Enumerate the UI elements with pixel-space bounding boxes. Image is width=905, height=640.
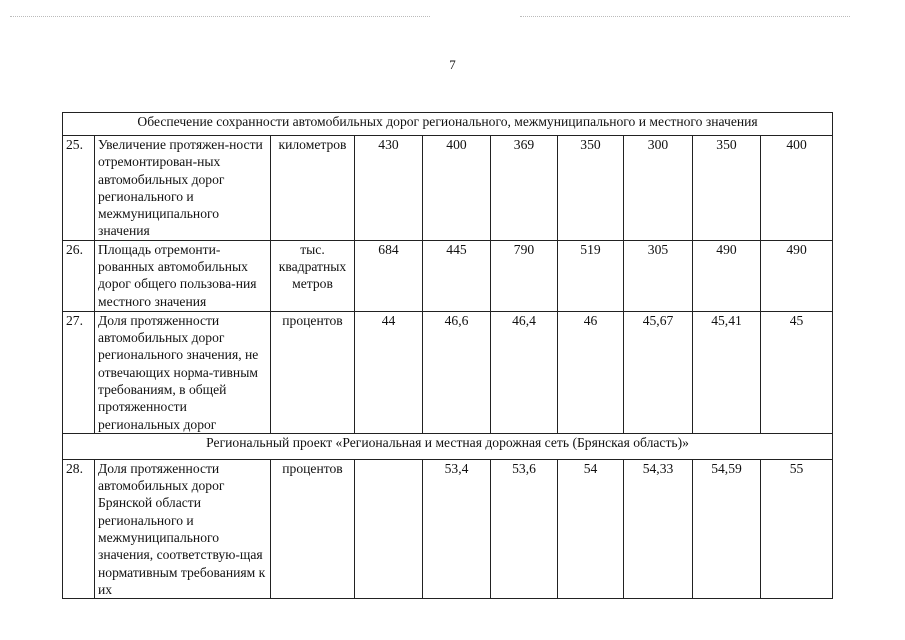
indicators-table [62, 112, 833, 599]
indicator-name: Доля протяженности автомобильных дорог регионального значения, не отвечающих норма-тивным требованиям, в общей протяженности региональных дорог [95, 311, 271, 433]
row-number: 26. [63, 240, 95, 311]
value-cell: 369 [491, 136, 558, 241]
value-cell: 53,4 [423, 459, 491, 598]
value-cell: 300 [624, 136, 693, 241]
value-cell: 53,6 [491, 459, 558, 598]
table-row [63, 311, 833, 433]
indicator-name: Увеличение протяжен-ности отремонтирован-ных автомобильных дорог регионального и межмуниципального значения [95, 136, 271, 241]
value-cell [355, 459, 423, 598]
table-row [63, 136, 833, 241]
value-cell: 790 [491, 240, 558, 311]
row-number: 28. [63, 459, 95, 598]
page-number: 7 [449, 57, 456, 72]
unit-cell: процентов [271, 311, 355, 433]
value-cell: 45,67 [624, 311, 693, 433]
value-cell: 350 [558, 136, 624, 241]
value-cell: 55 [761, 459, 833, 598]
unit-cell: километров [271, 136, 355, 241]
scan-artifact-right [520, 16, 850, 18]
value-cell: 46 [558, 311, 624, 433]
value-cell: 54,33 [624, 459, 693, 598]
section-title: Региональный проект «Региональная и местная дорожная сеть (Брянская область)» [63, 433, 833, 459]
value-cell: 45,41 [693, 311, 761, 433]
value-cell: 684 [355, 240, 423, 311]
section-header-row [63, 113, 833, 136]
value-cell: 400 [761, 136, 833, 241]
value-cell: 350 [693, 136, 761, 241]
table-row [63, 459, 833, 598]
value-cell: 305 [624, 240, 693, 311]
indicator-name: Доля протяженности автомобильных дорог Брянской области регионального и межмуниципального значения, соответствую-щая нормативным требованиям к их [95, 459, 271, 598]
value-cell: 46,4 [491, 311, 558, 433]
section-header-row [63, 433, 833, 459]
unit-cell: тыс. квадратных метров [271, 240, 355, 311]
section-title: Обеспечение сохранности автомобильных дорог регионального, межмуниципального и местного значения [63, 113, 833, 136]
value-cell: 54,59 [693, 459, 761, 598]
value-cell: 445 [423, 240, 491, 311]
value-cell: 54 [558, 459, 624, 598]
row-number: 25. [63, 136, 95, 241]
value-cell: 46,6 [423, 311, 491, 433]
value-cell: 519 [558, 240, 624, 311]
value-cell: 490 [693, 240, 761, 311]
value-cell: 45 [761, 311, 833, 433]
table-row [63, 240, 833, 311]
indicator-name: Площадь отремонти-рованных автомобильных дорог общего пользова-ния местного значения [95, 240, 271, 311]
row-number: 27. [63, 311, 95, 433]
value-cell: 400 [423, 136, 491, 241]
value-cell: 490 [761, 240, 833, 311]
value-cell: 430 [355, 136, 423, 241]
unit-cell: процентов [271, 459, 355, 598]
value-cell: 44 [355, 311, 423, 433]
scan-artifact-left [10, 16, 430, 18]
